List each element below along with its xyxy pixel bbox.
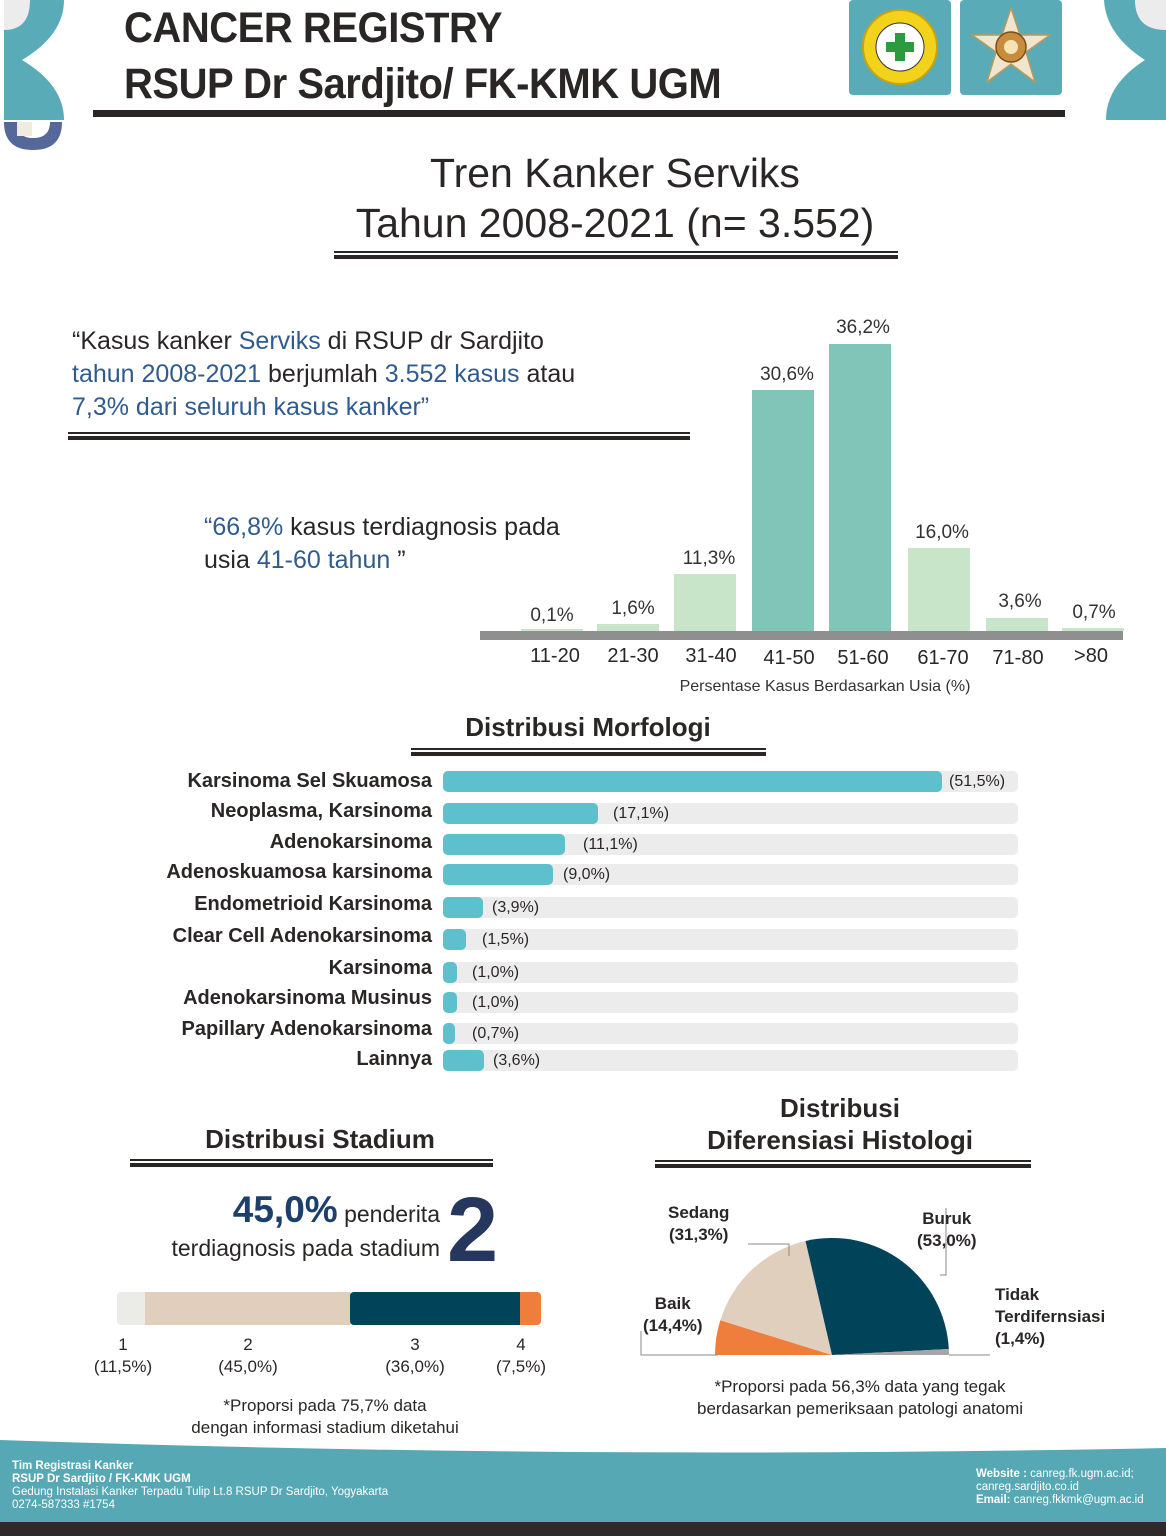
morphology-label: Neoplasma, Karsinoma <box>210 800 432 822</box>
label-tidak-terdiferensiasi <box>995 1284 1105 1350</box>
email-label: Email: <box>976 1494 1011 1506</box>
x-tick-label: 61-70 <box>917 647 969 669</box>
footnote-line: *Proporsi pada 75,7% data <box>223 1396 427 1415</box>
stage-number: 2 <box>243 1335 253 1354</box>
bar-value: (3,9%) <box>492 899 540 916</box>
quote-text: ” <box>420 393 430 421</box>
bar-track <box>443 962 1018 983</box>
quote-divider <box>68 432 690 440</box>
bar-fill <box>443 929 466 950</box>
histology-title-line: Distribusi <box>780 1093 900 1123</box>
bar-value-label: 3,6% <box>998 591 1042 612</box>
bar-track <box>443 803 1018 824</box>
bar-value: (11,1%) <box>583 836 638 853</box>
x-tick-label: >80 <box>1074 645 1108 667</box>
footer-org-name: Tim Registrasi Kanker <box>12 1460 134 1472</box>
slice-name: Buruk <box>922 1209 972 1228</box>
morphology-row <box>0 831 1166 858</box>
website-link[interactable]: canreg.fk.ugm.ac.id; <box>1026 1468 1134 1480</box>
quote-text: usia <box>204 546 257 574</box>
bar-value-label: 1,6% <box>611 598 655 619</box>
footer-contact <box>12 1460 388 1512</box>
stadium-highlight <box>80 1189 440 1263</box>
stadium-highlight-text: terdiagnosis pada stadium <box>171 1235 440 1261</box>
summary-quote <box>72 325 712 424</box>
label-buruk <box>917 1208 977 1252</box>
morphology-label: Endometrioid Karsinoma <box>194 893 432 915</box>
bar-value-label: 16,0% <box>915 522 969 543</box>
label-baik <box>643 1293 703 1337</box>
bar-71-80 <box>986 618 1048 631</box>
stage1-label <box>78 1334 168 1378</box>
slice-name: Tidak <box>995 1285 1040 1304</box>
bar-value: (17,1%) <box>613 805 670 822</box>
quote-text: atau <box>519 360 576 388</box>
quote-text: “Kasus kanker <box>72 327 239 355</box>
slice-name: Sedang <box>668 1203 730 1222</box>
histology-title-line: Diferensiasi Histologi <box>707 1125 973 1155</box>
stage-pct: (11,5%) <box>93 1357 153 1376</box>
stage4-segment <box>520 1292 541 1325</box>
histology-title <box>660 1092 1020 1156</box>
morphology-label: Papillary Adenokarsinoma <box>181 1018 432 1040</box>
bar-track <box>443 929 1018 950</box>
quote-highlight: Serviks <box>238 327 321 355</box>
bar-track <box>443 834 1018 855</box>
footer-address: Gedung Instalasi Kanker Terpadu Tulip Lt.8 RSUP Dr Sardjito, Yogyakarta <box>12 1486 389 1498</box>
stadium-big-number: 2 <box>447 1179 499 1281</box>
morphology-divider <box>411 748 766 756</box>
bar-value-label: 0,7% <box>1072 602 1116 623</box>
ugm-logo <box>960 0 1062 95</box>
email-link[interactable]: canreg.fkkmk@ugm.ac.id <box>1010 1494 1144 1506</box>
morphology-row <box>0 1018 1166 1047</box>
age-summary-quote <box>204 511 624 577</box>
morphology-row <box>0 1050 1166 1074</box>
bar-value: (9,0%) <box>563 866 611 883</box>
quote-highlight: tahun 2008-2021 <box>72 360 262 388</box>
morphology-label: Clear Cell Adenokarsinoma <box>172 925 432 947</box>
stage4-label <box>476 1334 566 1378</box>
bar-track <box>443 771 1018 792</box>
bar-fill <box>443 803 598 824</box>
bar-value: (1,0%) <box>472 964 520 981</box>
quote-highlight: 7,3% dari seluruh kasus kanker <box>72 393 421 421</box>
quote-text: di RSUP dr Sardjito <box>320 327 544 355</box>
stage1-segment <box>117 1292 147 1325</box>
x-tick-label: 51-60 <box>837 647 889 669</box>
right-corner-decoration <box>1100 0 1166 122</box>
registry-title-line1: CANCER REGISTRY <box>124 4 503 52</box>
quote-text: ” <box>390 546 406 574</box>
histology-footnote <box>660 1376 1060 1420</box>
bar-51-60 <box>829 344 891 631</box>
quote-highlight: 3.552 kasus <box>384 360 520 388</box>
morphology-label: Karsinoma Sel Skuamosa <box>187 770 432 792</box>
bar-fill <box>443 897 483 918</box>
bar-fill <box>443 864 553 885</box>
stadium-title: Distribusi Stadium <box>205 1124 435 1154</box>
footnote-line: *Proporsi pada 56,3% data yang tegak <box>714 1377 1006 1396</box>
stage-number: 1 <box>118 1335 128 1354</box>
morphology-label: Adenoskuamosa karsinoma <box>166 861 432 883</box>
bar-value-label: 0,1% <box>530 605 574 626</box>
page-title <box>300 148 930 248</box>
quote-text: kasus terdiagnosis pada <box>283 513 560 541</box>
bar-fill <box>443 992 457 1013</box>
bar-value-label: 30,6% <box>760 364 814 385</box>
slice-pct: (53,0%) <box>917 1231 977 1250</box>
morphology-row <box>0 957 1166 986</box>
label-sedang <box>668 1202 729 1246</box>
morphology-row <box>0 861 1166 888</box>
bar-41-50 <box>752 390 814 631</box>
slice-pct: (1,4%) <box>995 1329 1046 1348</box>
x-axis-title: Persentase Kasus Berdasarkan Usia (%) <box>679 678 971 695</box>
morphology-label: Karsinoma <box>328 957 432 979</box>
quote-highlight: 41-60 tahun <box>256 546 391 574</box>
histology-divider <box>655 1160 1031 1168</box>
stage-pct: (7,5%) <box>495 1357 547 1376</box>
morphology-row <box>0 925 1166 953</box>
stage2-label <box>203 1334 293 1378</box>
morphology-label: Lainnya <box>356 1048 432 1070</box>
bar-value: (1,0%) <box>472 994 520 1011</box>
stage-number: 4 <box>516 1335 526 1354</box>
quote-highlight: “66,8% <box>204 513 284 541</box>
footer-phone: 0274-587333 #1754 <box>12 1499 115 1511</box>
website-label: Website : <box>976 1468 1027 1480</box>
bar-fill <box>443 771 942 792</box>
stage-pct: (36,0%) <box>385 1357 445 1376</box>
bar-61-70 <box>908 548 970 631</box>
medical-cross-emblem-icon <box>849 0 951 95</box>
stage3-label <box>370 1334 460 1378</box>
left-corner-decoration <box>0 0 70 152</box>
bar-fill <box>443 1023 455 1044</box>
bar-fill <box>443 834 565 855</box>
footnote-line: berdasarkan pemeriksaan patologi anatomi <box>696 1399 1024 1418</box>
bar-track <box>443 1023 1018 1044</box>
title-divider <box>334 251 898 259</box>
stadium-highlight-text: penderita <box>337 1201 440 1227</box>
registry-title <box>124 2 721 110</box>
stage-pct: (45,0%) <box>218 1357 278 1376</box>
morphology-row <box>0 893 1166 921</box>
slice-name: Baik <box>654 1294 691 1313</box>
stage3-segment <box>350 1292 521 1325</box>
x-tick-label: 41-50 <box>763 647 815 669</box>
ugm-emblem-icon <box>960 0 1062 95</box>
morphology-row <box>0 771 1166 795</box>
bar-track <box>443 864 1018 885</box>
bar-value-label: 36,2% <box>836 317 890 338</box>
stadium-divider <box>130 1159 493 1167</box>
stage2-segment <box>145 1292 353 1325</box>
bar-value: (51,5%) <box>949 773 1006 790</box>
bar-fill <box>443 962 457 983</box>
bar-fill <box>443 1050 484 1071</box>
bar-31-40 <box>674 574 736 631</box>
x-tick-label: 11-20 <box>530 645 580 667</box>
registry-title-line2: RSUP Dr Sardjito/ FK-KMK UGM <box>124 60 722 108</box>
morphology-label: Adenokarsinoma <box>269 831 432 853</box>
bar-value: (3,6%) <box>493 1052 541 1069</box>
page-title-line1: Tren Kanker Serviks <box>430 150 800 196</box>
x-tick-label: 31-40 <box>685 645 737 667</box>
kemenkes-logo <box>849 0 951 95</box>
footer-org-name: RSUP Dr Sardjito / FK-KMK UGM <box>12 1473 191 1485</box>
footnote-line: dengan informasi stadium diketahui <box>191 1418 459 1437</box>
morphology-label: Adenokarsinoma Musinus <box>183 987 432 1009</box>
stadium-highlight-pct: 45,0% <box>232 1189 338 1230</box>
x-tick-label: 21-30 <box>607 645 659 667</box>
x-tick-label: 71-80 <box>992 647 1044 669</box>
slice-name: Terdifernsiasi <box>995 1307 1106 1326</box>
page-title-line2: Tahun 2008-2021 (n= 3.552) <box>355 200 875 246</box>
slice-pct: (14,4%) <box>643 1316 703 1335</box>
bar-value: (1,5%) <box>482 931 530 948</box>
morphology-row <box>0 987 1166 1016</box>
stage-number: 3 <box>410 1335 420 1354</box>
bar-21-30 <box>597 624 659 631</box>
bar-value-label: 11,3% <box>682 548 736 569</box>
website-link[interactable]: canreg.sardjito.co.id <box>976 1481 1079 1493</box>
header-divider <box>93 110 1065 117</box>
x-axis <box>480 631 1123 640</box>
slice-pct: (31,3%) <box>668 1225 729 1244</box>
footer-links <box>976 1468 1144 1507</box>
morphology-row <box>0 800 1166 827</box>
morphology-title: Distribusi Morfologi <box>465 712 711 742</box>
quote-text: berjumlah <box>261 360 385 388</box>
bar-value: (0,7%) <box>472 1025 520 1042</box>
stadium-footnote <box>150 1395 500 1439</box>
bar-track <box>443 992 1018 1013</box>
